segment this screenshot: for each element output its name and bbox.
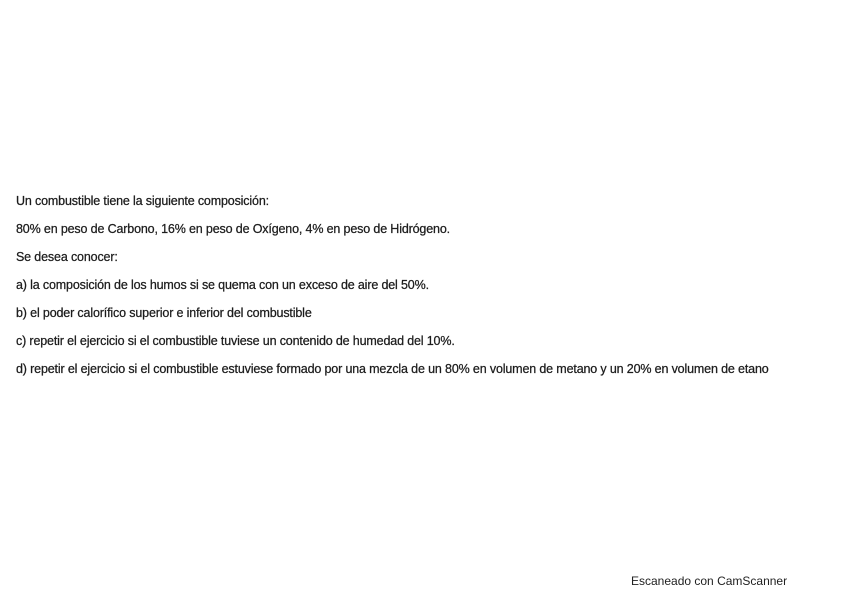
task-a: a) la composición de los humos si se quema con un exceso de aire del 50%. [16,278,429,292]
camscanner-watermark: Escaneado con CamScanner [631,574,788,588]
task-heading: Se desea conocer: [16,250,118,264]
task-b: b) el poder calorífico superior e inferior del combustible [16,306,312,320]
document-body [16,193,842,389]
task-c: c) repetir el ejercicio si el combustible tuviese un contenido de humedad del 10%. [16,334,455,348]
intro-statement: Un combustible tiene la siguiente composición: [16,194,269,208]
task-d: d) repetir el ejercicio si el combustible estuviese formado por una mezcla de un 80% en volumen de metano y un 20% en volumen de etano [16,362,769,376]
composition-statement: 80% en peso de Carbono, 16% en peso de Oxígeno, 4% en peso de Hidrógeno. [16,222,450,236]
